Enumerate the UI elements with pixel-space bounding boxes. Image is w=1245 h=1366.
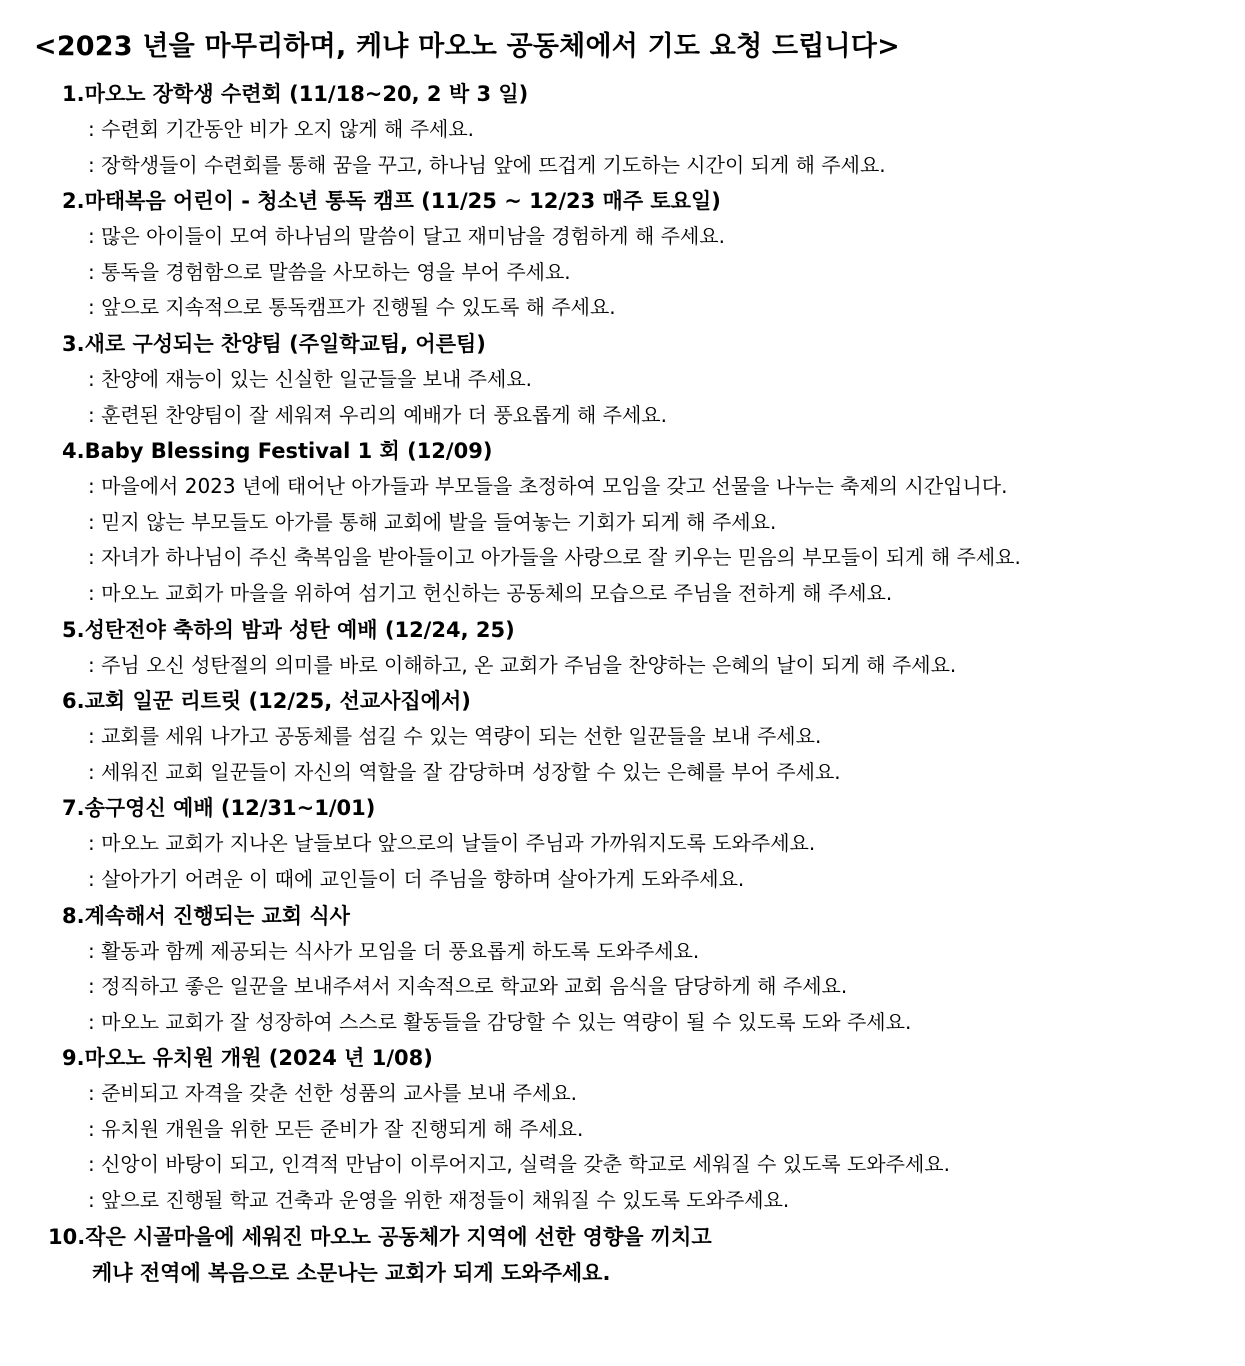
section-heading: 6.교회 일꾼 리트릿 (12/25, 선교사집에서) [62, 689, 471, 714]
section-3 [0, 326, 1245, 433]
section-10 [0, 1219, 1245, 1291]
section-heading: 3.새로 구성되는 찬양팀 (주일학교팀, 어른팀) [62, 331, 486, 356]
prayer-item: : 통독을 경험함으로 말씀을 사모하는 영을 부어 주세요. [88, 259, 571, 284]
section-5 [0, 612, 1245, 684]
section-heading: 5.성탄전야 축하의 밤과 성탄 예배 (12/24, 25) [62, 617, 515, 642]
prayer-list [0, 76, 1245, 1291]
page-title: <2023 년을 마무리하며, 케냐 마오노 공동체에서 기도 요청 드립니다> [34, 31, 900, 62]
section-heading: 8.계속해서 진행되는 교회 식사 [62, 903, 350, 928]
prayer-item: : 장학생들이 수련회를 통해 꿈을 꾸고, 하나님 앞에 뜨겁게 기도하는 시간이 되게 해 주세요. [88, 152, 886, 177]
section-heading: 1.마오노 장학생 수련회 (11/18~20, 2 박 3 일) [62, 82, 529, 106]
prayer-item: : 교회를 세워 나가고 공동체를 섬길 수 있는 역량이 되는 선한 일꾼들을 보내 주세요. [88, 724, 822, 749]
section-1 [0, 76, 1245, 183]
prayer-item: : 마오노 교회가 마을을 위하여 섬기고 헌신하는 공동체의 모습으로 주님을 전하게 해 주세요. [88, 580, 893, 605]
prayer-item: : 정직하고 좋은 일꾼을 보내주셔서 지속적으로 학교와 교회 음식을 담당하게 해 주세요. [88, 974, 848, 999]
prayer-item: : 준비되고 자격을 갖춘 선한 성품의 교사를 보내 주세요. [88, 1081, 577, 1106]
prayer-item: : 앞으로 지속적으로 통독캠프가 진행될 수 있도록 해 주세요. [88, 295, 616, 320]
section-7 [0, 790, 1245, 897]
section-heading: 9.마오노 유치원 개원 (2024 년 1/08) [62, 1046, 433, 1071]
prayer-item: : 살아가기 어려운 이 때에 교인들이 더 주님을 향하며 살아가게 도와주세요. [88, 866, 745, 891]
prayer-item: : 마오노 교회가 지나온 날들보다 앞으로의 날들이 주님과 가까워지도록 도와주세요. [88, 831, 816, 856]
section-2 [0, 183, 1245, 326]
prayer-item: : 수련회 기간동안 비가 오지 않게 해 주세요. [88, 117, 475, 141]
section-heading: 7.송구영신 예배 (12/31~1/01) [62, 796, 376, 821]
section-9 [0, 1040, 1245, 1218]
prayer-item: : 마오노 교회가 잘 성장하여 스스로 활동들을 감당할 수 있는 역량이 될 수 있도록 도와 주세요. [88, 1009, 912, 1034]
section-heading: 4.Baby Blessing Festival 1 회 (12/09) [62, 439, 493, 464]
section-4 [0, 433, 1245, 611]
prayer-item: : 세워진 교회 일꾼들이 자신의 역할을 잘 감당하며 성장할 수 있는 은혜를 부어 주세요. [88, 759, 841, 784]
section-heading: 2.마태복음 어린이 - 청소년 통독 캠프 (11/25 ~ 12/23 매주 토요일) [62, 189, 721, 214]
prayer-item: : 자녀가 하나님이 주신 축복임을 받아들이고 아가들을 사랑으로 잘 키우는 믿음의 부모들이 되게 해 주세요. [88, 545, 1021, 570]
prayer-item: : 앞으로 진행될 학교 건축과 운영을 위한 재정들이 채워질 수 있도록 도와주세요. [88, 1188, 790, 1213]
prayer-item: : 찬양에 재능이 있는 신실한 일군들을 보내 주세요. [88, 366, 532, 391]
final-prayer-line-1: 10.작은 시골마을에 세워진 마오노 공동체가 지역에 선한 영향을 끼치고 [48, 1224, 712, 1249]
prayer-item: : 신앙이 바탕이 되고, 인격적 만남이 이루어지고, 실력을 갖춘 학교로 세워질 수 있도록 도와주세요. [88, 1152, 950, 1177]
prayer-item: : 훈련된 찬양팀이 잘 세워져 우리의 예배가 더 풍요롭게 해 주세요. [88, 402, 667, 427]
prayer-item: : 활동과 함께 제공되는 식사가 모임을 더 풍요롭게 하도록 도와주세요. [88, 938, 700, 963]
final-prayer-line-2: 케냐 전역에 복음으로 소문나는 교회가 되게 도와주세요. [92, 1260, 611, 1285]
prayer-item: : 믿지 않는 부모들도 아가를 통해 교회에 발을 들여놓는 기회가 되게 해 주세요. [88, 509, 777, 534]
prayer-item: : 주님 오신 성탄절의 의미를 바로 이해하고, 온 교회가 주님을 찬양하는 은혜의 날이 되게 해 주세요. [88, 652, 957, 677]
prayer-item: : 많은 아이들이 모여 하나님의 말씀이 달고 재미남을 경험하게 해 주세요. [88, 224, 725, 249]
prayer-item: : 유치원 개원을 위한 모든 준비가 잘 진행되게 해 주세요. [88, 1116, 584, 1141]
section-8 [0, 898, 1245, 1041]
prayer-item: : 마을에서 2023 년에 태어난 아가들과 부모들을 초정하여 모임을 갖고 선물을 나누는 축제의 시간입니다. [88, 474, 1008, 499]
section-6 [0, 683, 1245, 790]
